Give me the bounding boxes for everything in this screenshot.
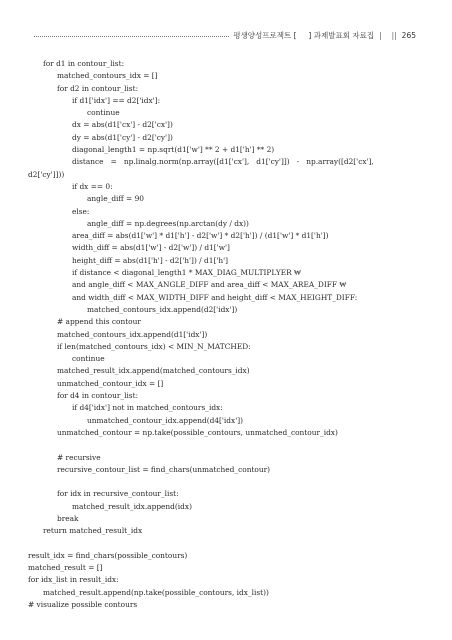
code-line: and width_diff < MAX_WIDTH_DIFF and height_diff < MAX_HEIGHT_DIFF: [72, 292, 358, 302]
code-line: # append this contour [57, 317, 141, 327]
code-line: unmatched_contour = np.take(possible_contours, unmatched_contour_idx) [57, 427, 338, 437]
code-line: dx = abs(d1['cx'] - d2['cx']) [72, 120, 173, 130]
code-blank-line [0, 476, 452, 488]
code-line: if distance < diagonal_length1 * MAX_DIAG_MULTIPLYER ₩ [72, 268, 302, 278]
code-line: if d1['idx'] == d2['idx']: [72, 95, 161, 105]
code-line: angle_diff = np.degrees(np.arctan(dy / dx)) [87, 218, 249, 228]
code-line: matched_result_idx.append(matched_contours_idx) [57, 366, 250, 376]
code-line: d2['cy']])) [28, 169, 65, 179]
code-line: for d2 in contour_list: [57, 83, 139, 93]
code-line: result_idx = find_chars(possible_contours) [28, 550, 188, 560]
code-blank-line [0, 439, 452, 451]
code-line: area_diff = abs(d1['w'] * d1['h'] - d2['w'] * d2['h']) / (d1['w'] * d1['h']) [72, 231, 329, 241]
code-line: matched_contours_idx.append(d2['idx']) [87, 304, 238, 314]
code-line: for idx_list in result_idx: [28, 575, 119, 585]
page-number: 265 [401, 30, 416, 40]
code-line: if dx == 0: [72, 181, 113, 191]
code-line: matched_result.append(np.take(possible_contours, idx_list)) [43, 587, 269, 597]
code-line: angle_diff = 90 [87, 194, 144, 204]
code-line: and angle_diff < MAX_ANGLE_DIFF and area_diff < MAX_AREA_DIFF ₩ [72, 280, 347, 290]
header-separator: | [379, 30, 382, 40]
code-line: unmatched_contour_idx.append(d4['idx']) [87, 415, 243, 425]
code-line: for d1 in contour_list: [43, 59, 125, 68]
header-title: 평생양성프로젝트 [ ] 과제발표회 자료집 [233, 30, 375, 40]
code-line: matched_contours_idx.append(d1['idx']) [57, 329, 208, 339]
code-line: if d4['idx'] not in matched_contours_idx: [72, 403, 223, 413]
code-line: unmatched_contour_idx = [] [57, 378, 164, 388]
code-line: distance = np.linalg.norm(np.array([d1['cx'], d1['cy']]) - np.array([d2['cx'], [72, 157, 374, 167]
code-line: matched_result = [] [28, 563, 103, 573]
code-line: dy = abs(d1['cy'] - d2['cy']) [72, 132, 173, 142]
code-line: width_diff = abs(d1['w'] - d2['w']) / d1['w'] [72, 243, 230, 253]
header-dotted-leader [34, 36, 229, 37]
code-line: height_diff = abs(d1['h'] - d2['h']) / d1['h'] [72, 255, 229, 265]
code-line: diagonal_length1 = np.sqrt(d1['w'] ** 2 + d1['h'] ** 2) [72, 145, 275, 155]
code-line: continue [87, 108, 120, 118]
code-listing [0, 58, 452, 611]
code-line: matched_contours_idx = [] [57, 71, 158, 81]
code-line: matched_result_idx.append(idx) [72, 501, 192, 511]
header-separator-double: || [391, 30, 397, 40]
code-line: # visualize possible contours [28, 600, 138, 610]
code-line: else: [72, 206, 90, 216]
code-line: return matched_result_idx [43, 526, 143, 536]
code-line: if len(matched_contours_idx) < MIN_N_MATCHED: [57, 341, 251, 351]
code-line: break [57, 513, 79, 523]
page-header [34, 29, 416, 41]
code-line: for idx in recursive_contour_list: [57, 489, 179, 499]
code-line: for d4 in contour_list: [57, 391, 139, 401]
code-line: continue [72, 354, 105, 364]
code-line: recursive_contour_list = find_chars(unmatched_contour) [57, 464, 271, 474]
code-line: # recursive [57, 452, 101, 462]
code-blank-line [0, 538, 452, 550]
